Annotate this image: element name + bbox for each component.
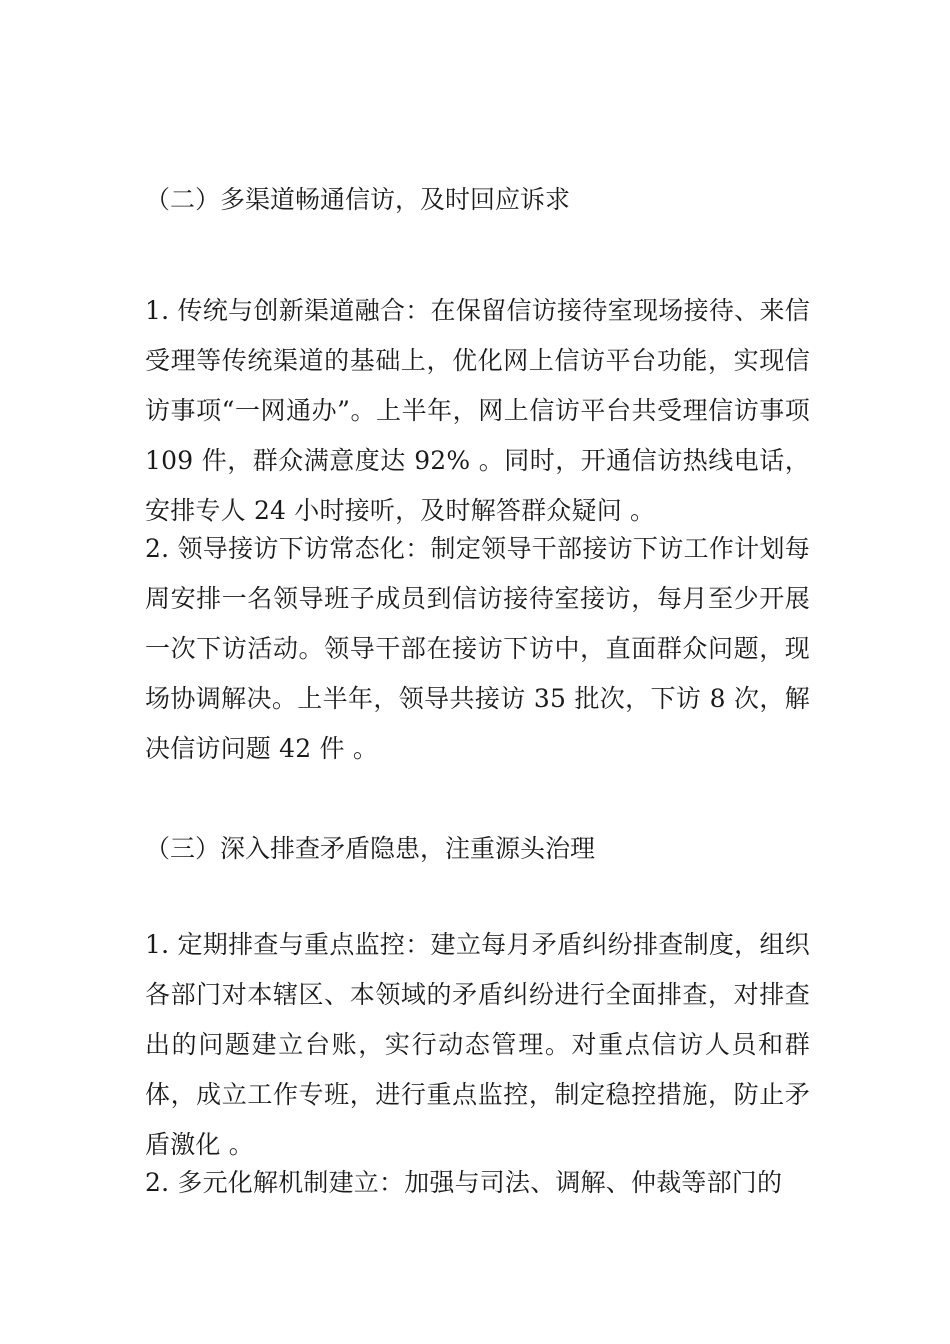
paragraph-channel-integration: 1. 传统与创新渠道融合：在保留信访接待室现场接待、来信受理等传统渠道的基础上，优化网上信访平台功能，实现信访事项“一网通办”。上半年，网上信访平台共受理信访事项 109 件，群众满意度达 92% 。同时，开通信访热线电话，安排专人 24 小时接听，及时解答群众疑问 。 — [145, 296, 810, 525]
section-heading-3: （三）深入排查矛盾隐患，注重源头治理 — [145, 834, 596, 863]
paragraph-regular-inspection: 1. 定期排查与重点监控：建立每月矛盾纠纷排查制度，组织各部门对本辖区、本领域的矛盾纠纷进行全面排查，对排查出的问题建立台账，实行动态管理。对重点信访人员和群体，成立工作专班，进行重点监控，制定稳控措施，防止矛盾激化 。 — [145, 930, 810, 1159]
paragraph-diversified-resolution: 2. 多元化解机制建立：加强与司法、调解、仲裁等部门的 — [145, 1168, 783, 1197]
section-heading-2: （二）多渠道畅通信访，及时回应诉求 — [145, 185, 571, 214]
paragraph-leader-visits: 2. 领导接访下访常态化：制定领导干部接访下访工作计划每周安排一名领导班子成员到信访接待室接访，每月至少开展一次下访活动。领导干部在接访下访中，直面群众问题，现场协调解决。上半年，领导共接访 35 批次，下访 8 次，解决信访问题 42 件 。 — [145, 534, 810, 763]
